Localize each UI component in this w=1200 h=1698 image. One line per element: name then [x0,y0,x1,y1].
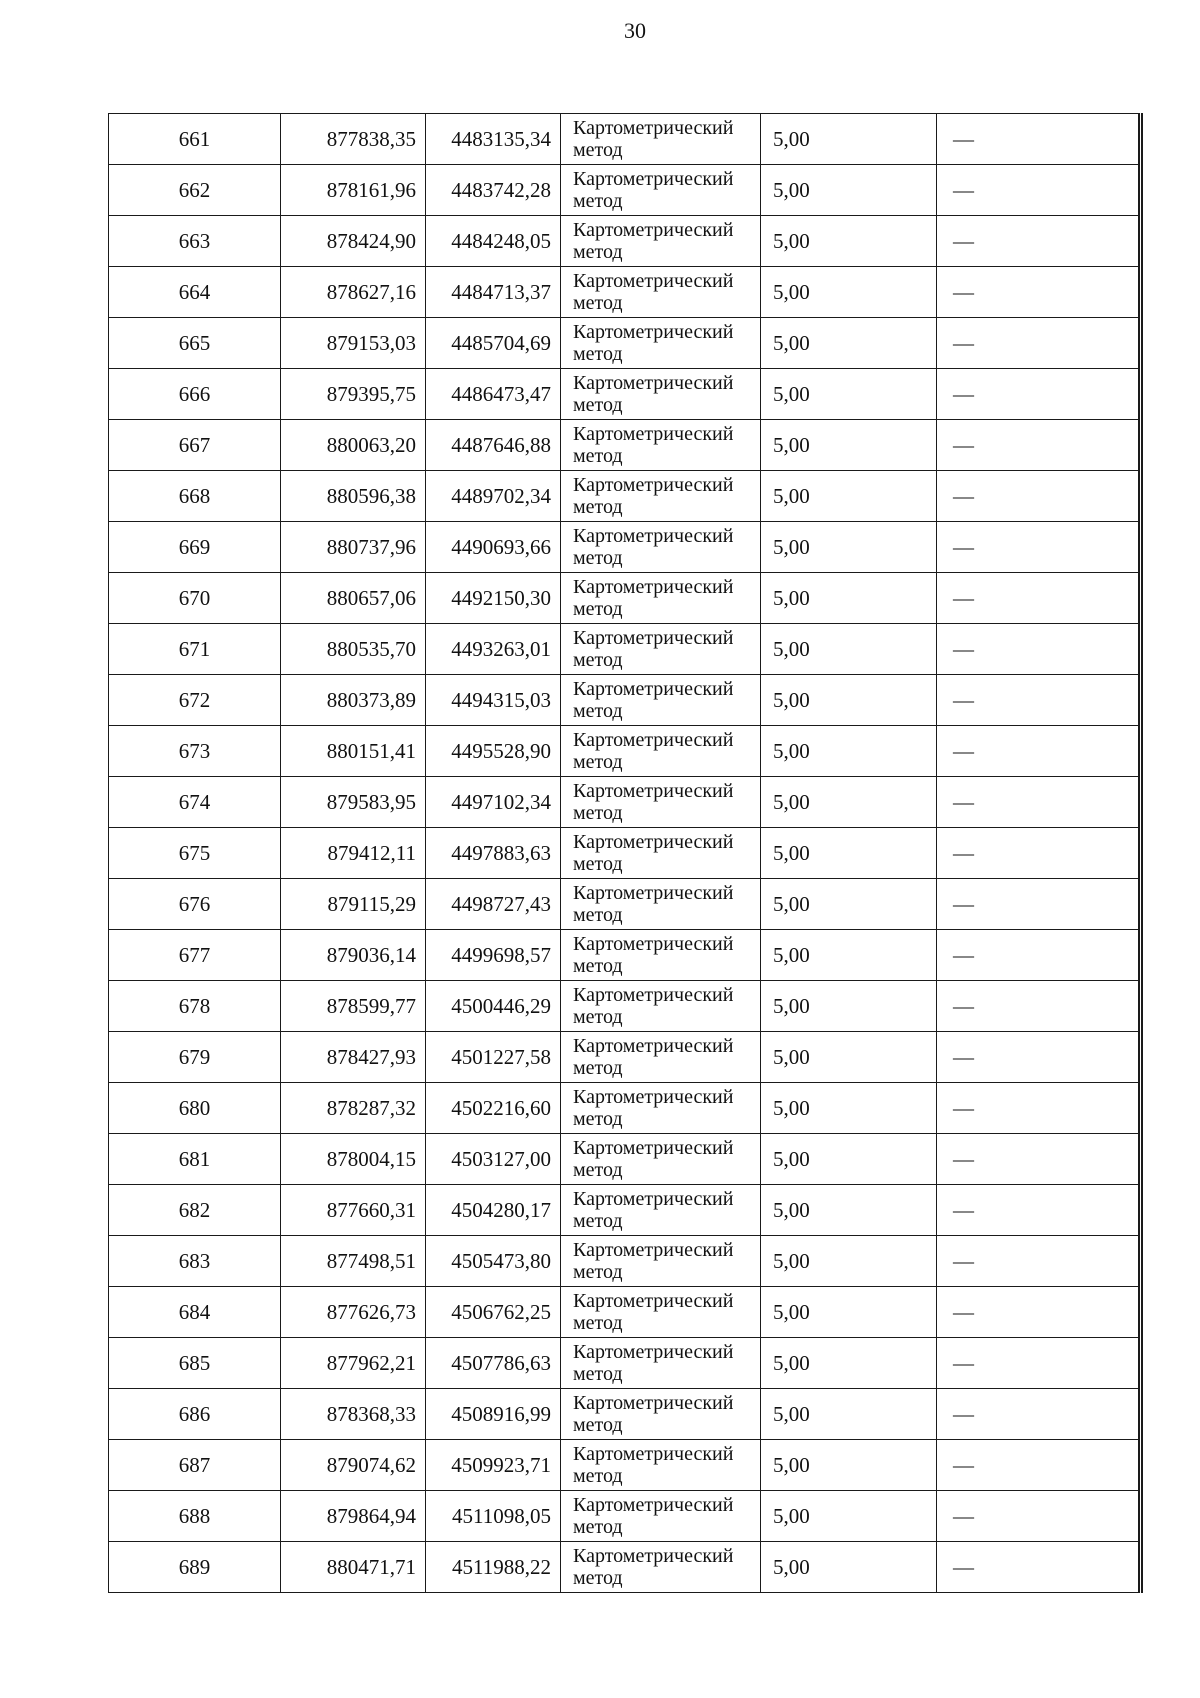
table-row [109,1491,1141,1542]
method-cell [561,573,761,624]
method-line-2: метод [573,1159,623,1181]
table-row [109,216,1141,267]
note-cell: — [937,369,1141,420]
method-line-1: Картометрический [573,780,734,802]
method-line-1: Картометрический [573,933,734,955]
method-cell [561,1491,761,1542]
accuracy-cell: 5,00 [761,1236,937,1287]
point-number-cell: 688 [109,1491,281,1542]
method-line-1: Картометрический [573,627,734,649]
accuracy-cell: 5,00 [761,1542,937,1593]
method-line-2: метод [573,1363,623,1385]
point-number-cell: 665 [109,318,281,369]
method-line-1: Картометрический [573,1290,734,1312]
accuracy-cell: 5,00 [761,1389,937,1440]
note-cell: — [937,1389,1141,1440]
y-coordinate-cell: 4511098,05 [426,1491,561,1542]
table-row [109,675,1141,726]
method-line-2: метод [573,598,623,620]
note-cell: — [937,1134,1141,1185]
y-coordinate-cell: 4508916,99 [426,1389,561,1440]
point-number-cell: 680 [109,1083,281,1134]
method-line-1: Картометрический [573,1545,734,1567]
table-row [109,777,1141,828]
method-cell [561,1440,761,1491]
accuracy-cell: 5,00 [761,471,937,522]
method-cell [561,165,761,216]
method-line-1: Картометрический [573,1035,734,1057]
accuracy-cell: 5,00 [761,1440,937,1491]
accuracy-cell: 5,00 [761,828,937,879]
y-coordinate-cell: 4498727,43 [426,879,561,930]
note-cell: — [937,675,1141,726]
note-cell: — [937,1083,1141,1134]
method-cell [561,1542,761,1593]
accuracy-cell: 5,00 [761,1083,937,1134]
method-cell [561,675,761,726]
table-row [109,930,1141,981]
note-cell: — [937,216,1141,267]
method-line-1: Картометрический [573,474,734,496]
y-coordinate-cell: 4486473,47 [426,369,561,420]
table-row [109,114,1141,165]
y-coordinate-cell: 4502216,60 [426,1083,561,1134]
method-line-2: метод [573,1057,623,1079]
method-line-2: метод [573,445,623,467]
x-coordinate-cell: 879115,29 [281,879,426,930]
x-coordinate-cell: 880657,06 [281,573,426,624]
point-number-cell: 676 [109,879,281,930]
table-row [109,1185,1141,1236]
table-row [109,1542,1141,1593]
table-row [109,981,1141,1032]
y-coordinate-cell: 4489702,34 [426,471,561,522]
accuracy-cell: 5,00 [761,624,937,675]
note-cell: — [937,726,1141,777]
method-cell [561,879,761,930]
method-line-1: Картометрический [573,1137,734,1159]
x-coordinate-cell: 878427,93 [281,1032,426,1083]
method-line-2: метод [573,1414,623,1436]
method-line-2: метод [573,751,623,773]
accuracy-cell: 5,00 [761,1185,937,1236]
table-row [109,1440,1141,1491]
method-line-2: метод [573,649,623,671]
method-cell [561,318,761,369]
note-cell: — [937,828,1141,879]
method-cell [561,777,761,828]
table-row [109,828,1141,879]
note-cell: — [937,1032,1141,1083]
table-row [109,1134,1141,1185]
accuracy-cell: 5,00 [761,777,937,828]
y-coordinate-cell: 4484248,05 [426,216,561,267]
table-row [109,879,1141,930]
method-cell [561,216,761,267]
method-cell [561,267,761,318]
y-coordinate-cell: 4483135,34 [426,114,561,165]
note-cell: — [937,1491,1141,1542]
point-number-cell: 672 [109,675,281,726]
method-line-2: метод [573,904,623,926]
table-body [109,114,1141,1593]
method-cell [561,471,761,522]
method-line-1: Картометрический [573,423,734,445]
x-coordinate-cell: 878004,15 [281,1134,426,1185]
x-coordinate-cell: 879074,62 [281,1440,426,1491]
x-coordinate-cell: 879153,03 [281,318,426,369]
table-row [109,1338,1141,1389]
y-coordinate-cell: 4484713,37 [426,267,561,318]
method-line-2: метод [573,343,623,365]
note-cell: — [937,1287,1141,1338]
table-row [109,573,1141,624]
accuracy-cell: 5,00 [761,726,937,777]
table-row [109,1083,1141,1134]
x-coordinate-cell: 878287,32 [281,1083,426,1134]
method-line-2: метод [573,292,623,314]
accuracy-cell: 5,00 [761,165,937,216]
table-row [109,1032,1141,1083]
y-coordinate-cell: 4511988,22 [426,1542,561,1593]
table-row [109,1389,1141,1440]
method-line-1: Картометрический [573,1443,734,1465]
method-cell [561,624,761,675]
method-line-1: Картометрический [573,270,734,292]
accuracy-cell: 5,00 [761,1338,937,1389]
accuracy-cell: 5,00 [761,1134,937,1185]
y-coordinate-cell: 4497102,34 [426,777,561,828]
point-number-cell: 669 [109,522,281,573]
table-row [109,624,1141,675]
point-number-cell: 678 [109,981,281,1032]
x-coordinate-cell: 877962,21 [281,1338,426,1389]
point-number-cell: 686 [109,1389,281,1440]
point-number-cell: 689 [109,1542,281,1593]
method-cell [561,1287,761,1338]
note-cell: — [937,471,1141,522]
accuracy-cell: 5,00 [761,114,937,165]
y-coordinate-cell: 4494315,03 [426,675,561,726]
accuracy-cell: 5,00 [761,369,937,420]
method-line-1: Картометрический [573,1239,734,1261]
accuracy-cell: 5,00 [761,981,937,1032]
note-cell: — [937,879,1141,930]
coordinates-table-container [108,113,1140,1593]
method-line-2: метод [573,1210,623,1232]
method-line-2: метод [573,190,623,212]
y-coordinate-cell: 4505473,80 [426,1236,561,1287]
point-number-cell: 671 [109,624,281,675]
x-coordinate-cell: 880063,20 [281,420,426,471]
x-coordinate-cell: 880737,96 [281,522,426,573]
method-cell [561,930,761,981]
accuracy-cell: 5,00 [761,930,937,981]
page-number: 30 [624,18,646,43]
method-line-2: метод [573,1261,623,1283]
point-number-cell: 668 [109,471,281,522]
point-number-cell: 679 [109,1032,281,1083]
method-line-1: Картометрический [573,168,734,190]
point-number-cell: 675 [109,828,281,879]
method-line-2: метод [573,1567,623,1589]
y-coordinate-cell: 4493263,01 [426,624,561,675]
x-coordinate-cell: 880596,38 [281,471,426,522]
point-number-cell: 674 [109,777,281,828]
x-coordinate-cell: 878627,16 [281,267,426,318]
point-number-cell: 664 [109,267,281,318]
method-line-1: Картометрический [573,729,734,751]
point-number-cell: 687 [109,1440,281,1491]
y-coordinate-cell: 4509923,71 [426,1440,561,1491]
table-row [109,318,1141,369]
x-coordinate-cell: 880535,70 [281,624,426,675]
method-line-2: метод [573,802,623,824]
method-line-1: Картометрический [573,1392,734,1414]
table-row [109,471,1141,522]
method-cell [561,828,761,879]
table-row [109,420,1141,471]
y-coordinate-cell: 4507786,63 [426,1338,561,1389]
y-coordinate-cell: 4500446,29 [426,981,561,1032]
method-cell [561,114,761,165]
table-row [109,267,1141,318]
method-line-1: Картометрический [573,117,734,139]
method-cell [561,1236,761,1287]
note-cell: — [937,165,1141,216]
note-cell: — [937,114,1141,165]
y-coordinate-cell: 4501227,58 [426,1032,561,1083]
method-line-1: Картометрический [573,984,734,1006]
point-number-cell: 683 [109,1236,281,1287]
method-line-2: метод [573,1516,623,1538]
x-coordinate-cell: 878599,77 [281,981,426,1032]
note-cell: — [937,318,1141,369]
method-line-1: Картометрический [573,1086,734,1108]
accuracy-cell: 5,00 [761,1032,937,1083]
method-line-2: метод [573,1108,623,1130]
method-line-1: Картометрический [573,831,734,853]
note-cell: — [937,267,1141,318]
point-number-cell: 662 [109,165,281,216]
point-number-cell: 663 [109,216,281,267]
accuracy-cell: 5,00 [761,318,937,369]
y-coordinate-cell: 4485704,69 [426,318,561,369]
accuracy-cell: 5,00 [761,420,937,471]
note-cell: — [937,522,1141,573]
method-line-1: Картометрический [573,1188,734,1210]
method-line-1: Картометрический [573,576,734,598]
method-cell [561,369,761,420]
point-number-cell: 684 [109,1287,281,1338]
note-cell: — [937,1185,1141,1236]
method-line-2: метод [573,1006,623,1028]
method-line-1: Картометрический [573,1341,734,1363]
y-coordinate-cell: 4503127,00 [426,1134,561,1185]
note-cell: — [937,777,1141,828]
method-line-2: метод [573,1312,623,1334]
note-cell: — [937,1542,1141,1593]
x-coordinate-cell: 878424,90 [281,216,426,267]
method-line-2: метод [573,139,623,161]
method-line-2: метод [573,1465,623,1487]
x-coordinate-cell: 877660,31 [281,1185,426,1236]
y-coordinate-cell: 4504280,17 [426,1185,561,1236]
x-coordinate-cell: 880151,41 [281,726,426,777]
note-cell: — [937,624,1141,675]
y-coordinate-cell: 4499698,57 [426,930,561,981]
x-coordinate-cell: 879583,95 [281,777,426,828]
note-cell: — [937,981,1141,1032]
method-line-1: Картометрический [573,678,734,700]
note-cell: — [937,573,1141,624]
method-cell [561,420,761,471]
method-line-1: Картометрический [573,882,734,904]
point-number-cell: 667 [109,420,281,471]
accuracy-cell: 5,00 [761,879,937,930]
point-number-cell: 682 [109,1185,281,1236]
method-line-2: метод [573,496,623,518]
x-coordinate-cell: 878368,33 [281,1389,426,1440]
accuracy-cell: 5,00 [761,522,937,573]
x-coordinate-cell: 877838,35 [281,114,426,165]
method-cell [561,1083,761,1134]
method-cell [561,1134,761,1185]
point-number-cell: 666 [109,369,281,420]
method-line-2: метод [573,547,623,569]
x-coordinate-cell: 879412,11 [281,828,426,879]
table-row [109,369,1141,420]
method-cell [561,1032,761,1083]
method-cell [561,522,761,573]
x-coordinate-cell: 877498,51 [281,1236,426,1287]
table-row [109,522,1141,573]
point-number-cell: 681 [109,1134,281,1185]
accuracy-cell: 5,00 [761,675,937,726]
note-cell: — [937,930,1141,981]
y-coordinate-cell: 4487646,88 [426,420,561,471]
method-line-1: Картометрический [573,219,734,241]
method-line-1: Картометрический [573,525,734,547]
table-row [109,726,1141,777]
method-line-2: метод [573,853,623,875]
y-coordinate-cell: 4506762,25 [426,1287,561,1338]
note-cell: — [937,420,1141,471]
method-line-1: Картометрический [573,1494,734,1516]
x-coordinate-cell: 879036,14 [281,930,426,981]
note-cell: — [937,1338,1141,1389]
method-line-2: метод [573,955,623,977]
x-coordinate-cell: 879864,94 [281,1491,426,1542]
point-number-cell: 685 [109,1338,281,1389]
method-line-2: метод [573,241,623,263]
accuracy-cell: 5,00 [761,1287,937,1338]
method-cell [561,726,761,777]
y-coordinate-cell: 4483742,28 [426,165,561,216]
accuracy-cell: 5,00 [761,1491,937,1542]
method-line-1: Картометрический [573,321,734,343]
table-row [109,165,1141,216]
point-number-cell: 677 [109,930,281,981]
note-cell: — [937,1440,1141,1491]
y-coordinate-cell: 4495528,90 [426,726,561,777]
method-cell [561,1338,761,1389]
method-line-2: метод [573,394,623,416]
x-coordinate-cell: 879395,75 [281,369,426,420]
accuracy-cell: 5,00 [761,267,937,318]
method-cell [561,981,761,1032]
x-coordinate-cell: 877626,73 [281,1287,426,1338]
point-number-cell: 670 [109,573,281,624]
accuracy-cell: 5,00 [761,216,937,267]
table-row [109,1236,1141,1287]
method-line-1: Картометрический [573,372,734,394]
point-number-cell: 661 [109,114,281,165]
coordinates-table [108,113,1143,1593]
y-coordinate-cell: 4492150,30 [426,573,561,624]
method-cell [561,1389,761,1440]
y-coordinate-cell: 4490693,66 [426,522,561,573]
table-row [109,1287,1141,1338]
method-line-2: метод [573,700,623,722]
y-coordinate-cell: 4497883,63 [426,828,561,879]
x-coordinate-cell: 880471,71 [281,1542,426,1593]
method-cell [561,1185,761,1236]
accuracy-cell: 5,00 [761,573,937,624]
note-cell: — [937,1236,1141,1287]
point-number-cell: 673 [109,726,281,777]
x-coordinate-cell: 880373,89 [281,675,426,726]
x-coordinate-cell: 878161,96 [281,165,426,216]
